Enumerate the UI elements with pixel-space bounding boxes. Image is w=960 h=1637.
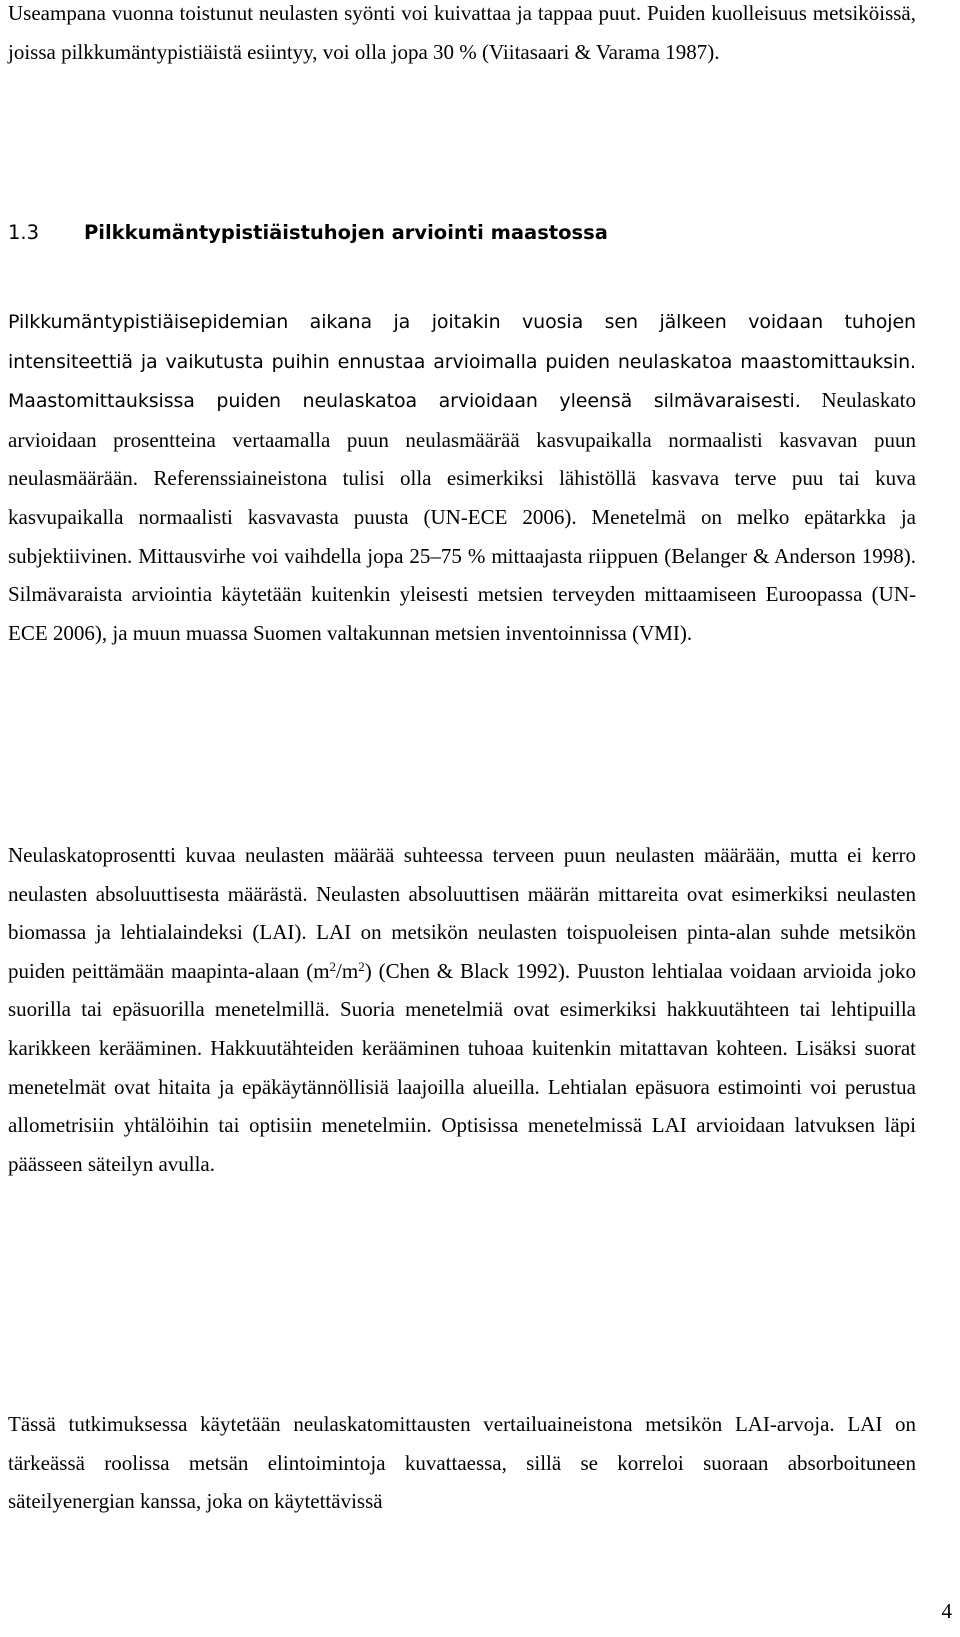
paragraph-lai (8, 836, 916, 1183)
section-heading (8, 214, 916, 252)
paragraph-intro: Useampana vuonna toistunut neulasten syönti voi kuivattaa ja tappaa puut. Puiden kuolleisuus metsiköissä, joissa pilkkumäntypistiäistä esiintyy, voi olla jopa 30 % (Viitasaari & Varama 1987). (8, 1, 916, 64)
superscript-2: 2 (358, 958, 365, 974)
paragraph-assessment (8, 302, 916, 652)
paragraph-study: Tässä tutkimuksessa käytetään neulaskatomittausten vertailuaineistona metsikön LAI-arvoja. LAI on tärkeässä roolissa metsän elintoimintoja kuvattaessa, sillä se korreloi suoraan absorboituneen säteilyenergian kanssa, joka on käytettävissä (8, 1412, 916, 1514)
paragraph-assessment-sans: Pilkkumäntypistiäisepidemian aikana ja joitakin vuosia sen jälkeen voidaan tuhojen intensiteettiä ja vaikutusta puihin ennustaa arvioimalla puiden neulaskatoa maastomittauksin. Maastomittauksissa puiden neulaskatoa arvioidaan yleensä silmävaraisesti. (8, 311, 916, 413)
section-number: 1.3 (8, 221, 40, 244)
page-number: 4 (941, 1599, 952, 1623)
superscript-1: 2 (329, 958, 337, 974)
paragraph-lai-text-1: Neulaskatoprosentti kuvaa neulasten määrää suhteessa terveen puun neulasten määrään, mutta ei kerro neulasten absoluuttisesta määrästä. Neulasten absoluuttisen määrän mittareita ovat esimerkiksi neulasten biomassa ja lehtialaindeksi (LAI). LAI on metsikön neulasten toispuoleisen pinta-alan suhde metsikön puiden peittämään maapinta-alaan (m (8, 843, 916, 983)
section-title: Pilkkumäntypistiäistuhojen arviointi maastossa (84, 221, 608, 244)
paragraph-assessment-serif: Neulaskato arvioidaan prosentteina vertaamalla puun neulasmäärää kasvupaikalla normaalisti kasvavan puun neulasmäärään. Referenssiaineistona tulisi olla esimerkiksi lähistöllä kasvava terve puu tai kuva kasvupaikalla normaalisti kasvavasta puusta (UN-ECE 2006). Menetelmä on melko epätarkka ja subjektiivinen. Mittausvirhe voi vaihdella jopa 25–75 % mittaajasta riippuen (Belanger & Anderson 1998). Silmävaraista arviointia käytetään kuitenkin yleisesti metsien terveyden mittaamiseen Euroopassa (UN-ECE 2006), ja muun muassa Suomen valtakunnan metsien inventoinnissa (VMI). (8, 388, 916, 645)
paragraph-lai-text-2: /m (336, 958, 359, 983)
paragraph-lai-text-3: ) (Chen & Black 1992). Puuston lehtialaa voidaan arvioida joko suorilla tai epäsuorilla menetelmillä. Suoria menetelmiä ovat esimerkiksi hakkuutähteen tai lehtipuilla karikkeen kerääminen. Hakkuutähteiden kerääminen tuhoaa kuitenkin mitattavan kohteen. Lisäksi suorat menetelmät ovat hitaita ja epäkäytännöllisiä laajoilla alueilla. Lehtialan epäsuora estimointi voi perustua allometrisiin yhtälöihin tai optisiin menetelmiin. Optisissa menetelmissä LAI arvioidaan latvuksen läpi päässeen säteilyn avulla. (8, 958, 916, 1176)
